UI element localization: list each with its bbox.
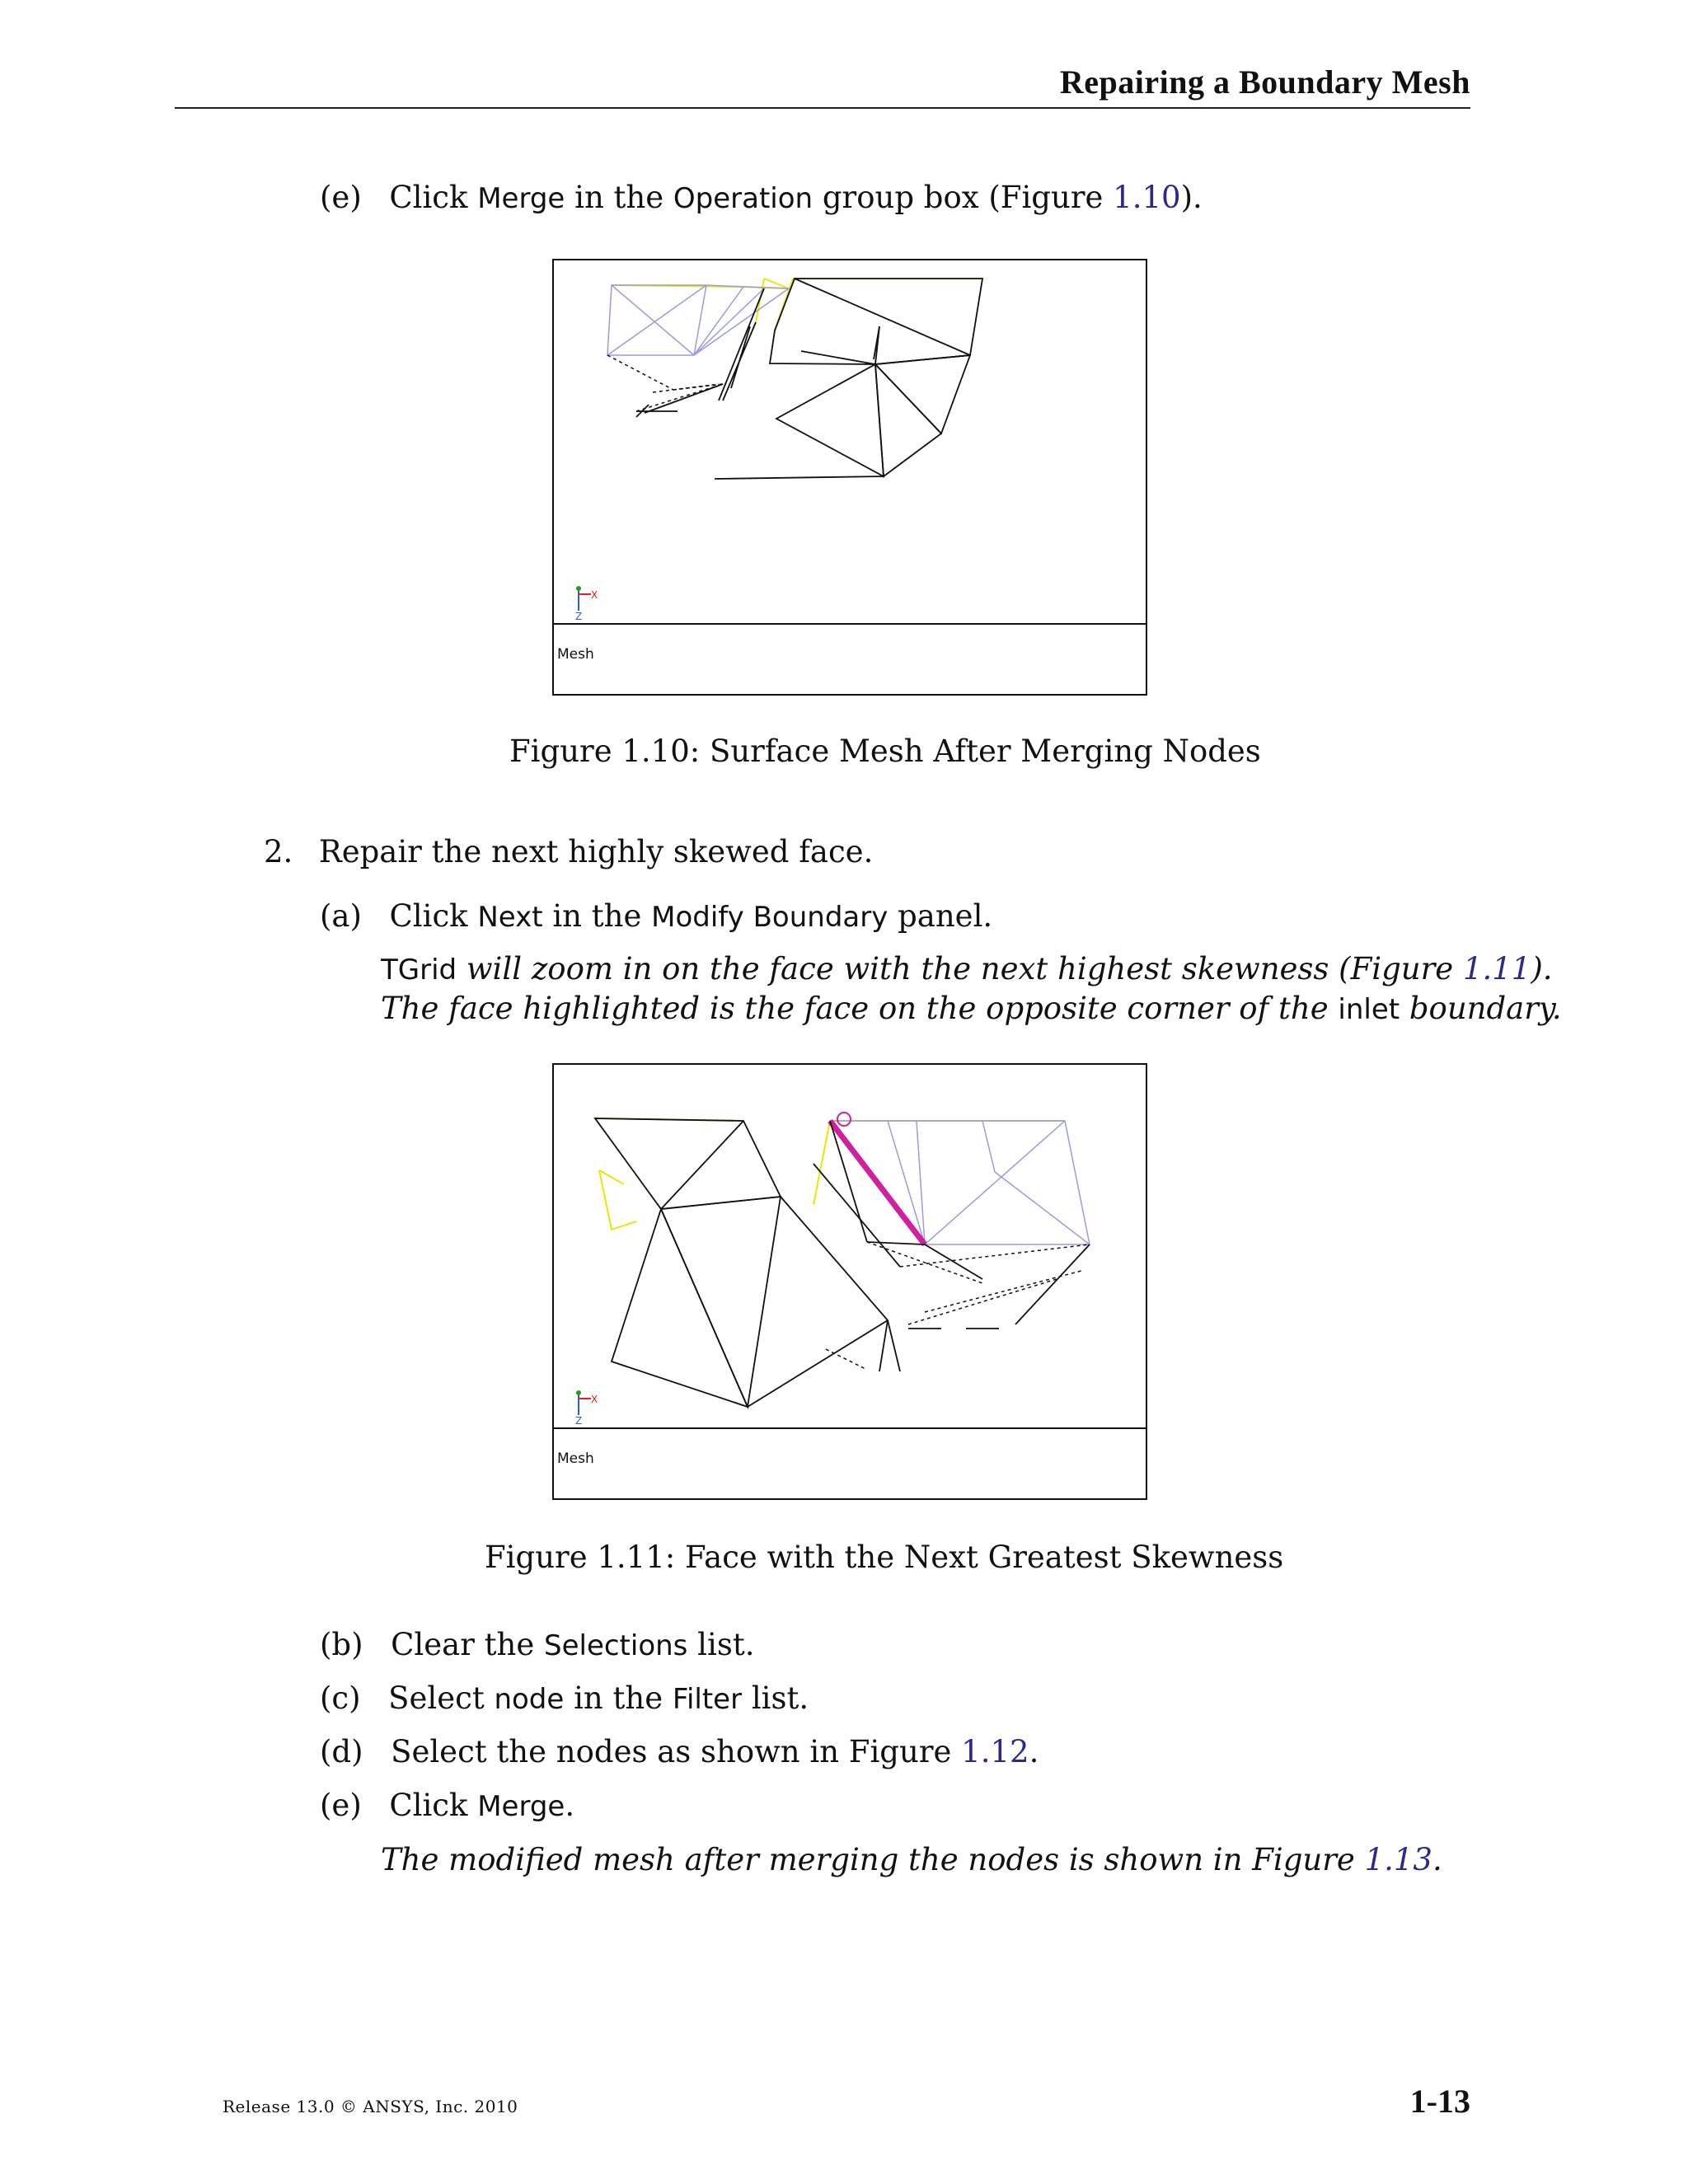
mesh-graphics-1 bbox=[554, 260, 1146, 623]
step-label: (a) bbox=[320, 898, 362, 934]
note-a-line-2: The face highlighted is the face on the opposite corner of the inlet boundary. bbox=[381, 991, 1562, 1026]
page-number: 1-13 bbox=[1409, 2083, 1470, 2120]
modify-boundary-keyword: Modify Boundary bbox=[651, 901, 889, 934]
next-keyword: Next bbox=[477, 901, 543, 934]
mesh-graphics-2 bbox=[554, 1065, 1146, 1427]
axis-z-label: Z bbox=[575, 1415, 583, 1427]
figure-1-11-caption: Figure 1.11: Face with the Next Greatest Skewness bbox=[485, 1540, 1284, 1575]
step-label: (c) bbox=[320, 1680, 361, 1716]
axis-x-label: X bbox=[591, 1394, 598, 1405]
note-a-line-1: TGrid will zoom in on the face with the next highest skewness (Figure 1.11). bbox=[381, 951, 1553, 987]
step-d-select-nodes: (d) Select the nodes as shown in Figure 1.12. bbox=[320, 1734, 1039, 1769]
figure-1-11-mesh-view bbox=[552, 1063, 1147, 1500]
inlet-keyword: inlet bbox=[1338, 993, 1400, 1026]
header-title: Repairing a Boundary Mesh bbox=[1059, 63, 1470, 101]
axis-x-label: X bbox=[591, 589, 598, 601]
step-a-next: (a) Click Next in the Modify Boundary panel. bbox=[320, 898, 993, 934]
running-header bbox=[175, 58, 1470, 109]
note-e-modified-mesh: The modified mesh after merging the nodes is shown in Figure 1.13. bbox=[381, 1842, 1442, 1877]
figure-link-1-10[interactable]: 1.10 bbox=[1113, 180, 1181, 215]
node-keyword: node bbox=[494, 1683, 565, 1716]
tgrid-keyword: TGrid bbox=[381, 954, 457, 987]
figure-link-1-13[interactable]: 1.13 bbox=[1364, 1842, 1432, 1877]
selections-keyword: Selections bbox=[544, 1629, 688, 1662]
figure-1-10-mesh-view bbox=[552, 259, 1147, 696]
axis-triad-icon bbox=[575, 1390, 598, 1427]
axis-z-label: Z bbox=[575, 611, 583, 622]
step-label: 2. bbox=[264, 834, 293, 869]
step-2: 2. Repair the next highly skewed face. bbox=[264, 834, 874, 869]
merge-keyword: Merge bbox=[477, 1790, 565, 1823]
axis-triad-icon bbox=[575, 586, 598, 622]
step-e-merge-operation: (e) Click Merge in the Operation group box (Figure 1.10). bbox=[320, 180, 1203, 215]
figure-1-10-caption: Figure 1.10: Surface Mesh After Merging Nodes bbox=[509, 733, 1261, 769]
step-b-clear-selections: (b) Clear the Selections list. bbox=[320, 1627, 755, 1662]
figure-divider bbox=[554, 623, 1146, 625]
figure-link-1-12[interactable]: 1.12 bbox=[961, 1734, 1029, 1769]
step-label: (e) bbox=[320, 180, 362, 215]
step-e-merge: (e) Click Merge. bbox=[320, 1788, 575, 1823]
filter-keyword: Filter bbox=[672, 1683, 743, 1716]
step-label: (b) bbox=[320, 1627, 363, 1662]
figure-link-1-11[interactable]: 1.11 bbox=[1462, 951, 1531, 987]
footer-release: Release 13.0 © ANSYS, Inc. 2010 bbox=[223, 2097, 518, 2116]
highlighted-skewed-face bbox=[830, 1113, 925, 1244]
figure-divider bbox=[554, 1427, 1146, 1429]
operation-keyword: Operation bbox=[673, 182, 814, 215]
mesh-label: Mesh bbox=[557, 1451, 594, 1467]
merge-keyword: Merge bbox=[477, 182, 565, 215]
step-label: (e) bbox=[320, 1788, 362, 1823]
step-c-select-node: (c) Select node in the Filter list. bbox=[320, 1680, 809, 1716]
mesh-label: Mesh bbox=[557, 646, 594, 663]
step-label: (d) bbox=[320, 1734, 363, 1769]
